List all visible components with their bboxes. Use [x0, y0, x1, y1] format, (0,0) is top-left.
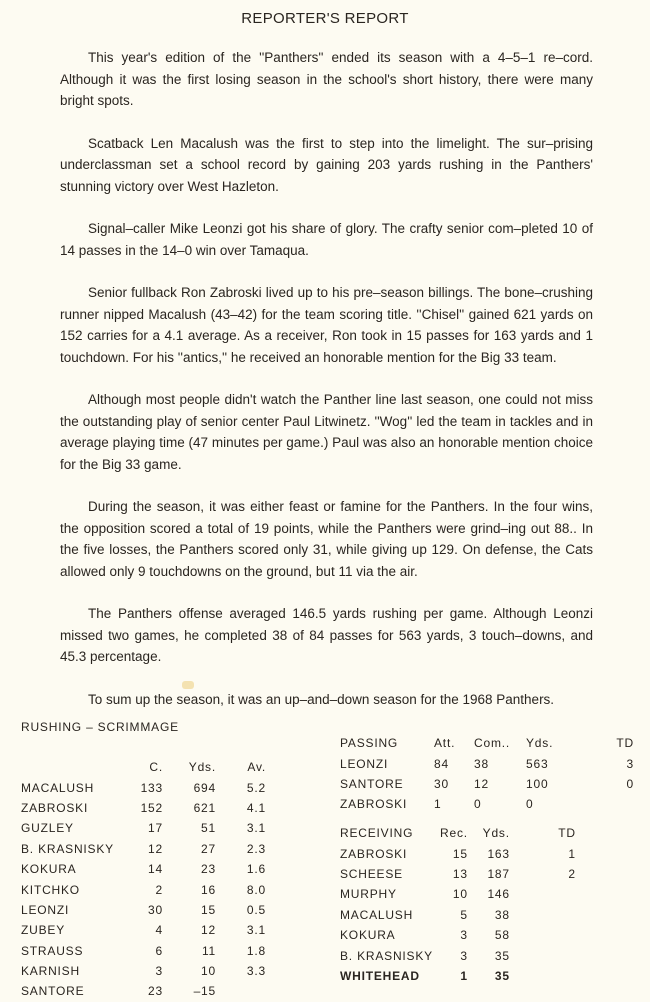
receiving-table — [340, 823, 576, 986]
stat-cell: 1 — [460, 968, 468, 983]
stat-cell: 1.6 — [246, 862, 266, 877]
stat-cell: 12 — [148, 841, 163, 856]
page-title: REPORTER'S REPORT — [241, 10, 409, 27]
stat-cell: 0.5 — [246, 902, 266, 917]
stat-cell: 163 — [487, 846, 510, 861]
player-name: SANTORE — [21, 984, 85, 999]
article-paragraph: Signal–caller Mike Leonzi got his share of glory. The crafty senior com–pleted 10 of 14 passes in the 14–0 win over Tamaqua. — [60, 221, 593, 258]
player-name: KARNISH — [21, 964, 80, 979]
article-paragraph: To sum up the season, it was an up–and–down season for the 1968 Panthers. — [88, 691, 555, 707]
stat-cell — [584, 794, 634, 814]
table-row — [21, 859, 266, 879]
stat-cell: 0 — [474, 797, 482, 812]
table-row — [21, 900, 266, 920]
stat-cell: 4.1 — [246, 800, 266, 815]
column-header: TD — [616, 736, 634, 751]
column-header: Yds. — [482, 826, 510, 841]
table-header-row — [340, 733, 634, 753]
stat-cell: 152 — [140, 800, 163, 815]
table-row — [21, 839, 266, 859]
passing-table — [340, 733, 634, 815]
player-name: MACALUSH — [340, 907, 414, 922]
player-name: LEONZI — [340, 756, 389, 771]
column-header: Yds. — [526, 736, 554, 751]
stat-cell: 51 — [201, 821, 216, 836]
rushing-title: RUSHING – SCRIMMAGE — [21, 720, 179, 734]
table-row — [21, 941, 266, 961]
table-row — [21, 981, 266, 1001]
stat-cell: 187 — [487, 866, 510, 881]
article-paragraph: Scatback Len Macalush was the first to step into the limelight. The sur–prising underclassman set a school record by gaining 203 yards rushing in the Panthers' stunning victory over West Hazleton. — [60, 135, 593, 194]
table-row — [21, 961, 266, 981]
stat-cell: 11 — [201, 943, 216, 958]
column-header — [21, 757, 121, 777]
stat-cell: 0 — [526, 797, 534, 812]
table-row — [21, 879, 266, 899]
stat-cell: 10 — [201, 964, 216, 979]
stat-cell: 16 — [201, 882, 216, 897]
stat-cell: 30 — [434, 776, 449, 791]
player-name: LEONZI — [21, 902, 70, 917]
table-row — [340, 753, 634, 773]
column-header: Av. — [247, 760, 266, 775]
stat-cell: 694 — [193, 780, 216, 795]
stat-cell: 6 — [155, 943, 163, 958]
table-header-row — [21, 757, 266, 777]
column-header: RECEIVING — [340, 826, 414, 841]
player-name: ZUBEY — [21, 923, 66, 938]
article-paragraph: Although most people didn't watch the Panther line last season, one could not miss the outstanding play of senior center Paul Litwinetz. ''Wog'' led the team in tackles and in average playing time (47 minutes per game.) Paul was also an honorable mention choice for the Big 33 game. — [60, 392, 593, 472]
column-header: Rec. — [440, 826, 468, 841]
player-name: SANTORE — [340, 776, 404, 791]
column-header: Com.. — [474, 736, 511, 751]
stat-cell: 1 — [434, 797, 442, 812]
stat-cell: 3.1 — [246, 821, 266, 836]
stat-cell: 17 — [148, 821, 163, 836]
stat-cell: 0 — [626, 776, 634, 791]
stat-cell: 35 — [494, 968, 510, 983]
stat-cell: 8.0 — [246, 882, 266, 897]
article-body — [60, 47, 593, 731]
column-header: Yds. — [188, 760, 216, 775]
column-header: C. — [149, 760, 163, 775]
stat-cell: 3.3 — [246, 964, 266, 979]
player-name: ZABROSKI — [21, 800, 89, 815]
stat-cell: 23 — [201, 862, 216, 877]
table-row — [340, 945, 576, 965]
stat-cell: 10 — [452, 887, 468, 902]
stat-cell: 15 — [201, 902, 216, 917]
paper-stain — [182, 681, 194, 689]
table-row — [21, 798, 266, 818]
stat-cell: 563 — [526, 756, 549, 771]
table-row — [340, 843, 576, 863]
table-row — [21, 777, 266, 797]
table-row — [21, 920, 266, 940]
stat-cell: 35 — [494, 948, 510, 963]
stat-cell — [510, 884, 576, 904]
player-name: B. KRASNISKY — [21, 841, 114, 856]
table-header-row — [340, 823, 576, 843]
stat-cell: 4 — [155, 923, 163, 938]
article-paragraph: Senior fullback Ron Zabroski lived up to his pre–season billings. The bone–crushing runner nipped Macalush (43–42) for the team scoring title. ''Chisel'' gained 621 yards on 152 carries for a 4.1 average. As a receiver, Ron took in 15 passes for 163 yards and 1 touchdown. For his ''antics,'' he received an honorable mention for the Big 33 team. — [60, 285, 593, 365]
table-row — [340, 966, 576, 986]
player-name: ZABROSKI — [340, 797, 408, 812]
stat-cell: 621 — [193, 800, 216, 815]
article-paragraph: This year's edition of the ''Panthers'' ended its season with a 4–5–1 re–cord. Although it was the first losing season in the school's short history, there were many bright spots. — [60, 50, 593, 108]
stat-cell: 100 — [526, 776, 549, 791]
player-name: B. KRASNISKY — [340, 948, 433, 963]
stat-cell: 146 — [487, 887, 510, 902]
stat-cell: 14 — [148, 862, 163, 877]
table-row — [340, 905, 576, 925]
table-row — [340, 884, 576, 904]
stat-cell: 3 — [460, 948, 468, 963]
stat-cell: 3.1 — [246, 923, 266, 938]
stat-cell: 27 — [201, 841, 216, 856]
stat-cell — [510, 925, 576, 945]
stat-cell — [510, 966, 576, 986]
stat-cell: –15 — [193, 984, 216, 999]
stat-cell: 30 — [148, 902, 163, 917]
stat-cell: 3 — [626, 756, 634, 771]
stat-cell: 84 — [434, 756, 449, 771]
stat-cell: 133 — [140, 780, 163, 795]
stat-cell: 5.2 — [246, 780, 266, 795]
stat-cell: 1 — [568, 846, 576, 861]
player-name: KOKURA — [340, 928, 396, 943]
article-paragraph: During the season, it was either feast or famine for the Panthers. In the four wins, the opposition scored a total of 19 points, while the Panthers were grind–ing out 88.. In the five losses, the Panthers scored only 31, while giving up 129. On defense, the Cats allowed only 9 touchdowns on the ground, but 11 via the air. — [60, 499, 593, 579]
stat-cell: 3 — [155, 964, 163, 979]
stat-cell: 1.8 — [246, 943, 266, 958]
stat-cell: 12 — [201, 923, 216, 938]
player-name: MACALUSH — [21, 780, 95, 795]
player-name: KITCHKO — [21, 882, 80, 897]
stat-cell: 23 — [148, 984, 163, 999]
stat-cell: 38 — [494, 907, 510, 922]
stat-cell — [510, 905, 576, 925]
table-row — [340, 925, 576, 945]
player-name: ZABROSKI — [340, 846, 408, 861]
table-row — [340, 794, 634, 814]
stat-cell: 38 — [474, 756, 489, 771]
player-name: WHITEHEAD — [340, 968, 420, 983]
stat-cell: 2 — [155, 882, 163, 897]
stat-cell: 12 — [474, 776, 489, 791]
table-row — [340, 774, 634, 794]
player-name: SCHEESE — [340, 866, 403, 881]
stat-cell: 3 — [460, 928, 468, 943]
stat-cell: 58 — [494, 928, 510, 943]
player-name: MURPHY — [340, 887, 397, 902]
table-row — [340, 864, 576, 884]
table-row — [21, 818, 266, 838]
stat-cell: 5 — [460, 907, 468, 922]
stat-cell: 2.3 — [246, 841, 266, 856]
column-header: TD — [558, 826, 576, 841]
player-name: KOKURA — [21, 862, 77, 877]
stat-cell: 2 — [568, 866, 576, 881]
rushing-table — [21, 757, 266, 1002]
column-header: Att. — [434, 736, 456, 751]
stat-cell: 13 — [452, 866, 468, 881]
column-header: PASSING — [340, 736, 399, 751]
stat-cell: 15 — [452, 846, 468, 861]
player-name: GUZLEY — [21, 821, 74, 836]
stat-cell — [510, 945, 576, 965]
article-paragraph: The Panthers offense averaged 146.5 yards rushing per game. Although Leonzi missed two games, he completed 38 of 84 passes for 563 yards, 3 touch–downs, and 45.3 percentage. — [60, 606, 593, 664]
player-name: STRAUSS — [21, 943, 84, 958]
stat-cell — [216, 981, 266, 1001]
